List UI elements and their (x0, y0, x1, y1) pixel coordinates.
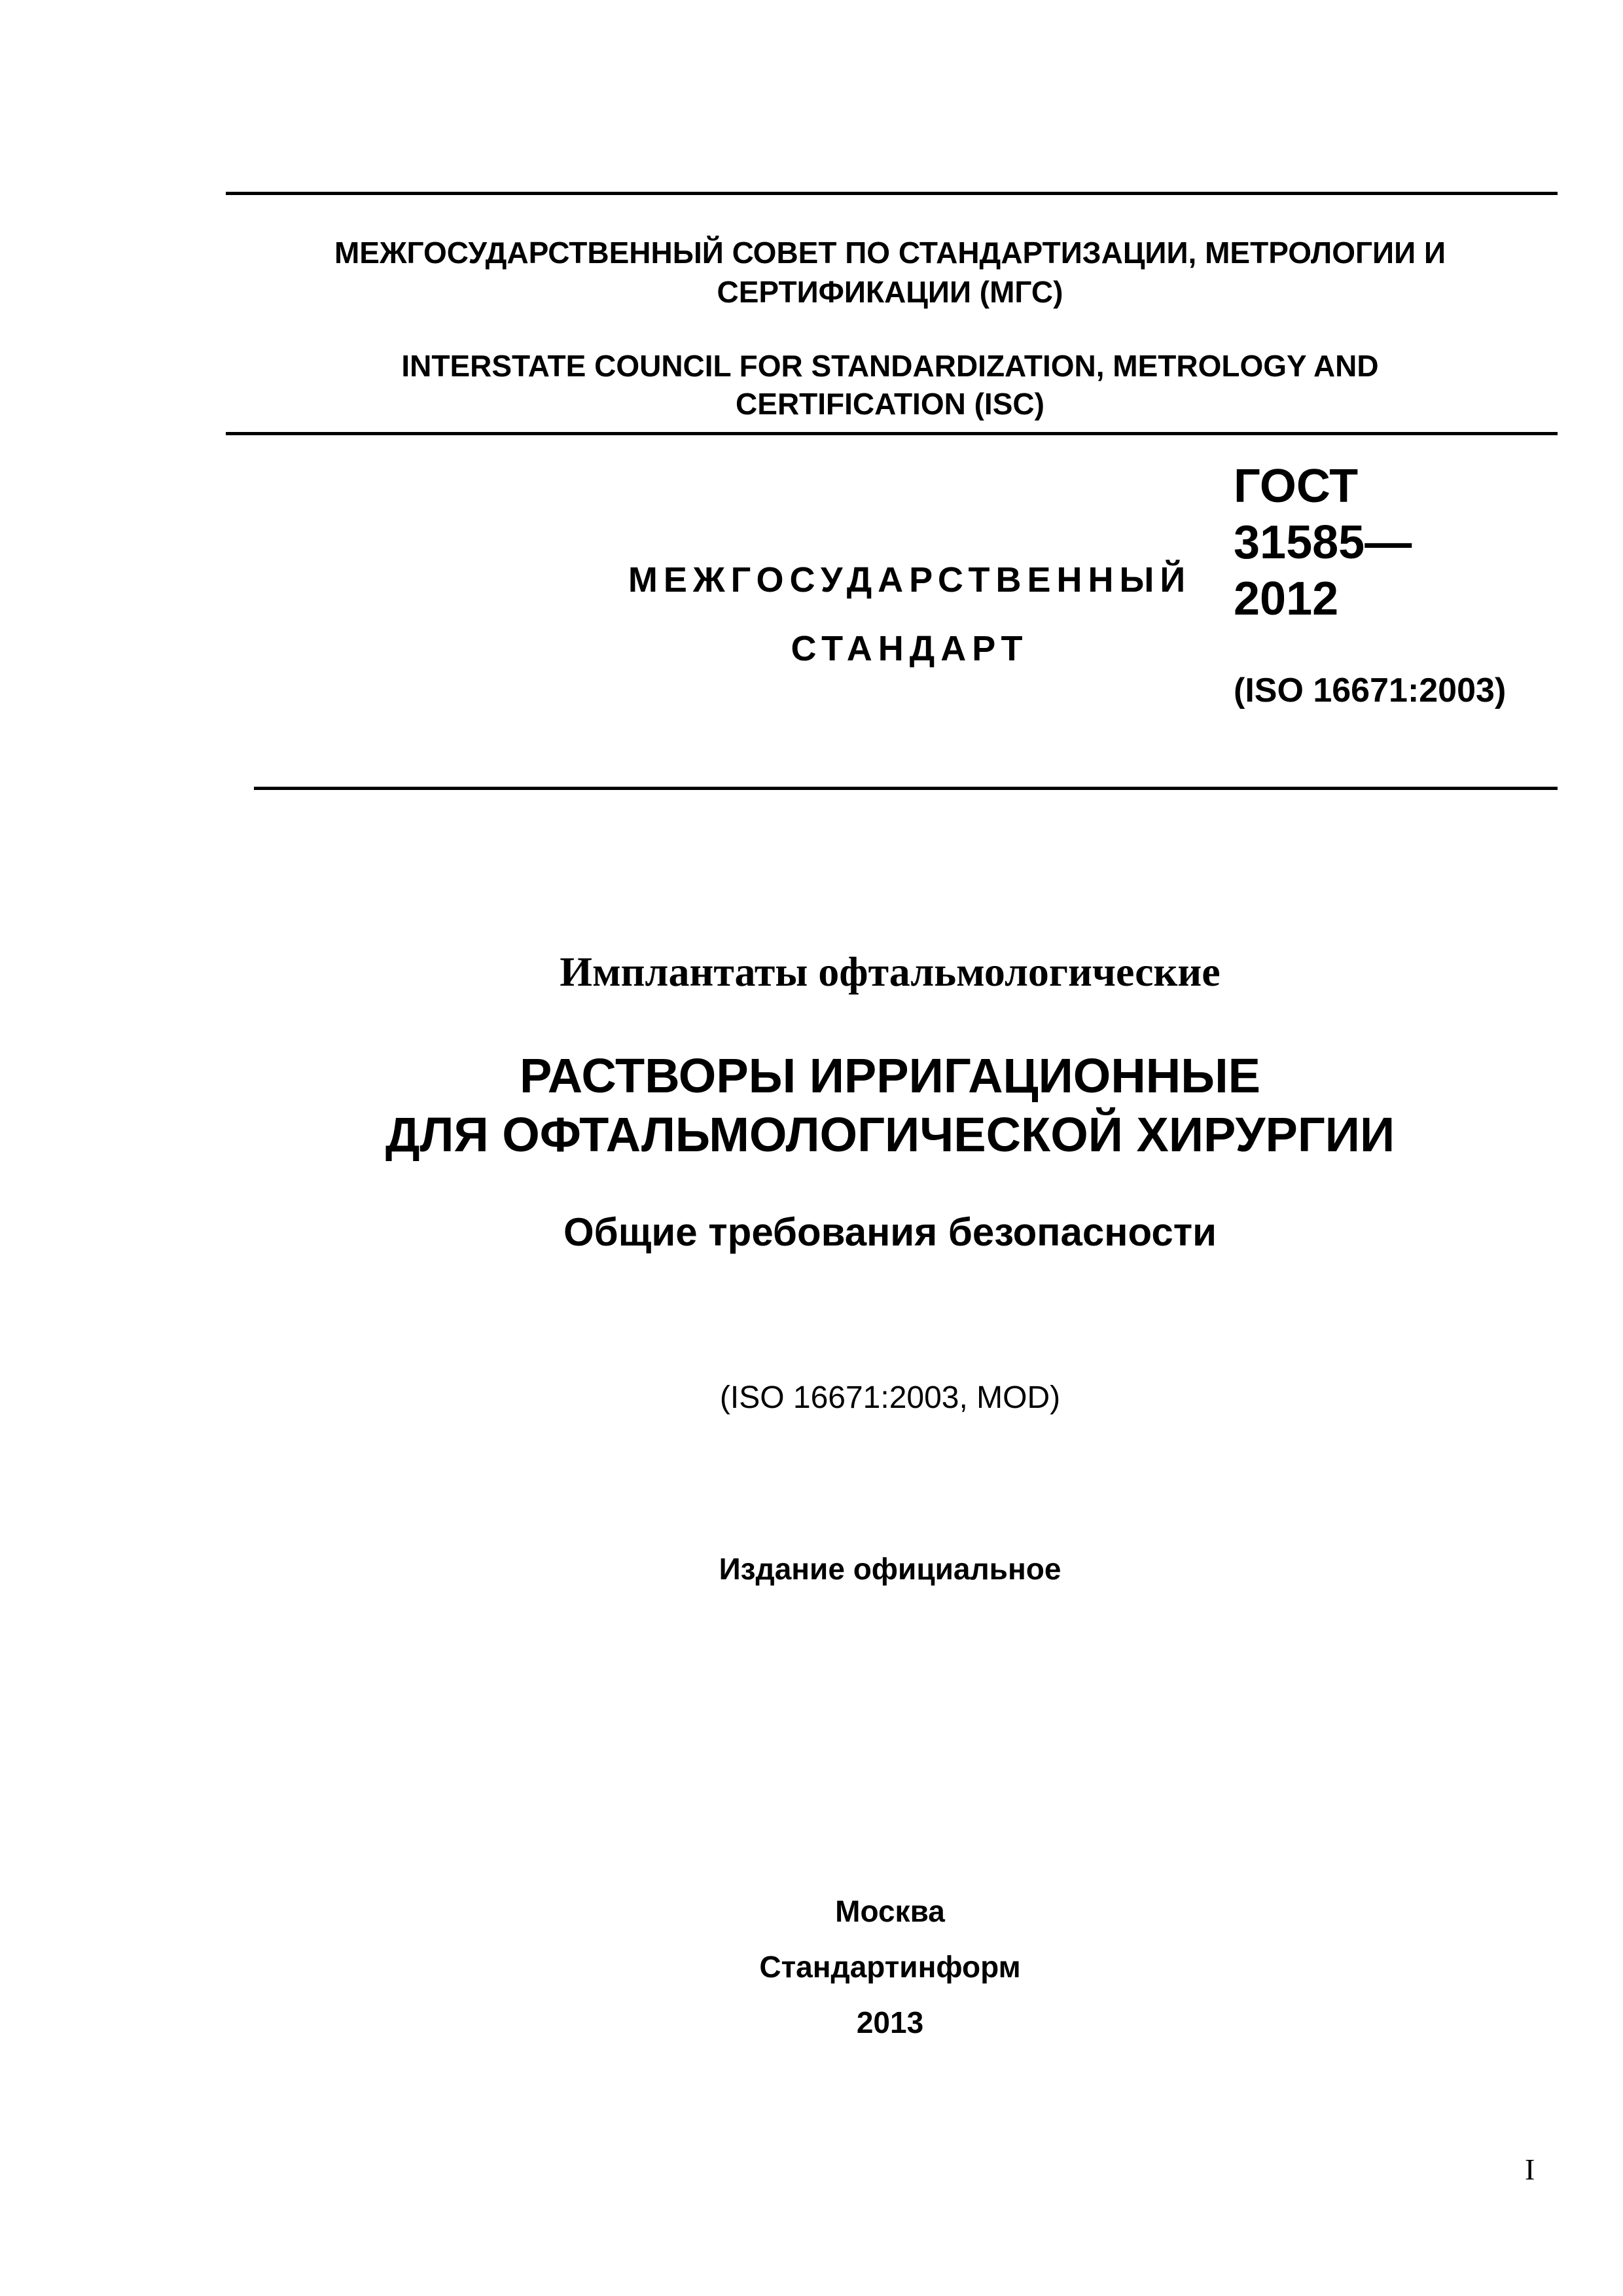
document-subtitle: Общие требования безопасности (563, 1210, 1217, 1254)
standard-bottom-rule (254, 787, 1558, 790)
imprint-year: 2013 (856, 2005, 924, 2039)
council-name-ru-line2: СЕРТИФИКАЦИИ (МГС) (717, 275, 1063, 309)
imprint-city: Москва (835, 1894, 945, 1928)
document-main-title-line2: ДЛЯ ОФТАЛЬМОЛОГИЧЕСКОЙ ХИРУРГИИ (385, 1107, 1395, 1162)
council-name-ru-line1: МЕЖГОСУДАРСТВЕННЫЙ СОВЕТ ПО СТАНДАРТИЗАЦИИ, МЕТРОЛОГИИ И (334, 236, 1446, 270)
document-main-title-line1: РАСТВОРЫ ИРРИГАЦИОННЫЕ (519, 1049, 1261, 1103)
iso-modification: (ISO 16671:2003, MOD) (719, 1380, 1061, 1415)
official-edition-label: Издание официальное (719, 1552, 1061, 1586)
iso-reference: (ISO 16671:2003) (1234, 672, 1507, 709)
gost-number-line2: 31585— (1234, 516, 1412, 569)
imprint-publisher: Стандартинформ (759, 1950, 1021, 1984)
document-group-title: Имплантаты офтальмологические (560, 948, 1221, 995)
gost-number-line3: 2012 (1234, 573, 1339, 625)
standard-type-line2: СТАНДАРТ (791, 629, 1029, 668)
standard-type-line1: МЕЖГОСУДАРСТВЕННЫЙ (628, 560, 1192, 600)
gost-number-line1: ГОСТ (1234, 460, 1359, 512)
header-bottom-rule (226, 432, 1558, 435)
page-number: I (1525, 2153, 1535, 2186)
council-name-en-line2: CERTIFICATION (ISC) (736, 387, 1044, 421)
council-name-en-line1: INTERSTATE COUNCIL FOR STANDARDIZATION, METROLOGY AND (401, 349, 1379, 383)
top-rule (226, 192, 1558, 195)
